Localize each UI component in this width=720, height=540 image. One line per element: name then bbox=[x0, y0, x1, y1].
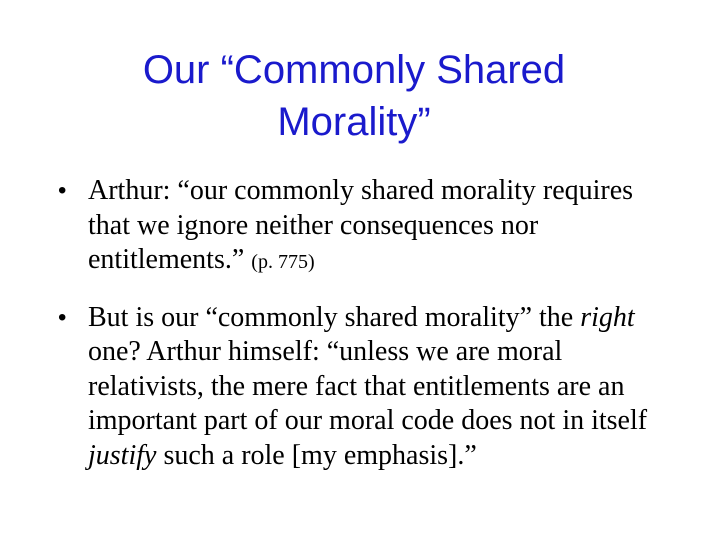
bullet-item-arthur-quote bbox=[58, 174, 658, 280]
slide-title bbox=[0, 44, 708, 148]
bullet-marker: • bbox=[58, 177, 67, 204]
bullet-text: Arthur: “our commonly shared morality requires that we ignore neither consequences nor entitlements.” bbox=[88, 175, 634, 275]
bullet-text-part-2: one? Arthur himself: “unless we are moral relativists, the mere fact that entitlements are an important part of our moral code does not in itself bbox=[88, 336, 648, 436]
bullet-text-part-3: such a role [my emphasis].” bbox=[156, 439, 477, 471]
slide-title-line-2: Morality” bbox=[277, 100, 431, 144]
bullet-text-part-1: But is our “commonly shared morality” the bbox=[88, 301, 581, 333]
page-citation: (p. 775) bbox=[251, 251, 315, 273]
bullet-emphasis-right: right bbox=[580, 301, 635, 333]
bullet-emphasis-justify: justify bbox=[88, 439, 157, 471]
bullet-item-right-one bbox=[58, 301, 658, 474]
bullet-marker: • bbox=[58, 303, 67, 331]
slide-title-line-1: Our “Commonly Shared bbox=[142, 48, 566, 92]
bullet-list bbox=[58, 174, 658, 494]
